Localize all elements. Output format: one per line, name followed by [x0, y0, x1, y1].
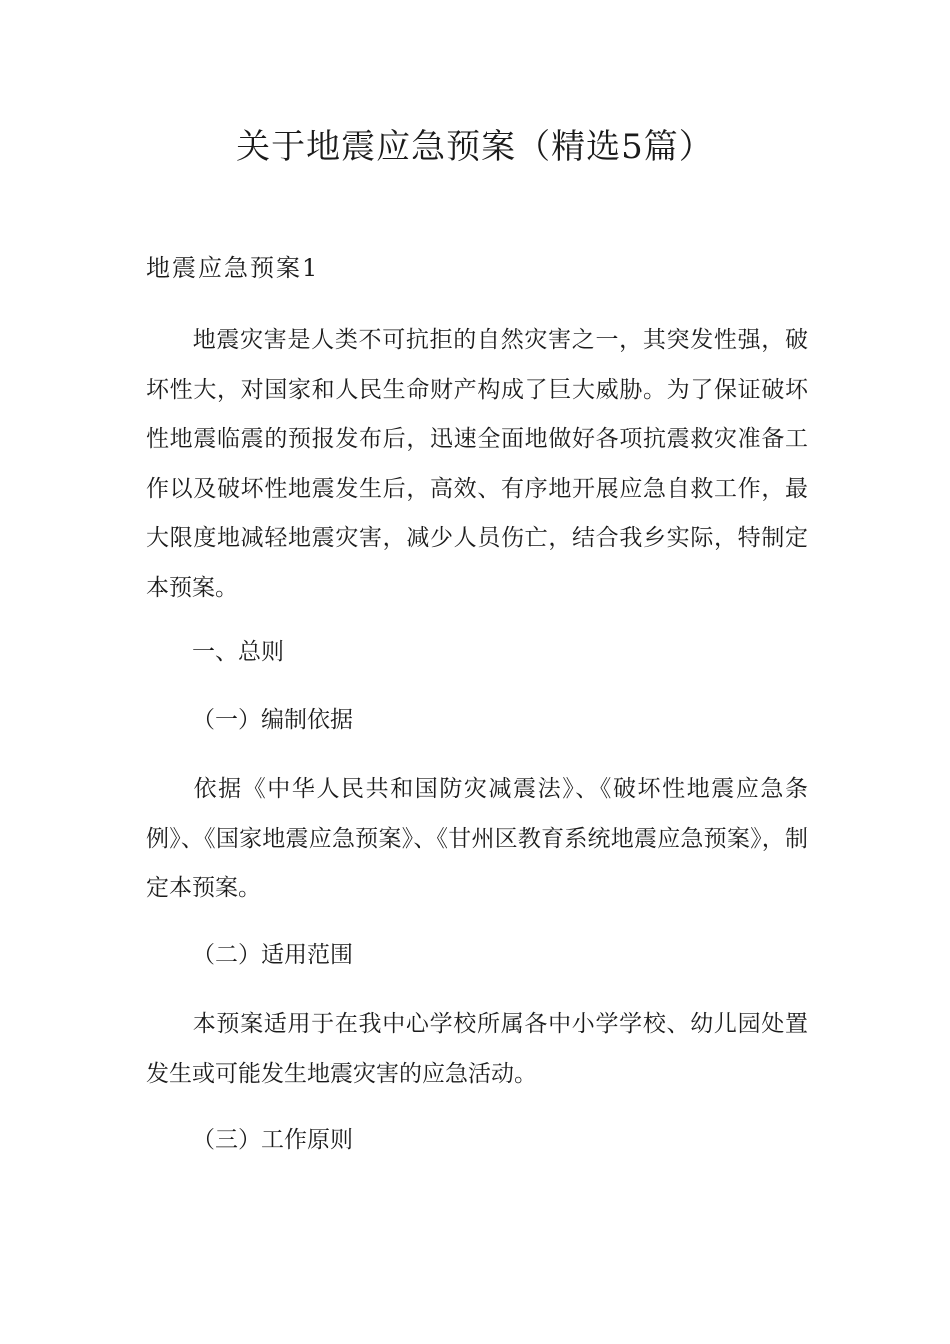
intro-paragraph — [146, 316, 808, 613]
heading-principles: （三）工作原则 — [192, 1127, 353, 1153]
scope-paragraph — [146, 1000, 808, 1099]
heading-scope: （二）适用范围 — [192, 942, 353, 968]
intro-paragraph-text: 地震灾害是人类不可抗拒的自然灾害之一，其突发性强，破坏性大，对国家和人民生命财产构成了巨大威胁。为了保证破坏性地震临震的预报发布后，迅速全面地做好各项抗震救灾准备工作以及破坏性地震发生后，高效、有序地开展应急自救工作，最大限度地减轻地震灾害，减少人员伤亡，结合我乡实际，特制定本预案。 — [146, 327, 808, 601]
section-heading: 地震应急预案1 — [146, 254, 320, 282]
heading-general: 一、总则 — [192, 639, 284, 665]
basis-paragraph — [146, 765, 808, 914]
document-title: 关于地震应急预案（精选5篇） — [236, 127, 714, 167]
basis-paragraph-text: 依据《中华人民共和国防灾减震法》、《破坏性地震应急条例》、《国家地震应急预案》、《甘州区教育系统地震应急预案》，制定本预案。 — [146, 776, 808, 901]
heading-basis: （一）编制依据 — [192, 707, 353, 733]
scope-paragraph-text: 本预案适用于在我中心学校所属各中小学学校、幼儿园处置发生或可能发生地震灾害的应急活动。 — [146, 1011, 808, 1087]
